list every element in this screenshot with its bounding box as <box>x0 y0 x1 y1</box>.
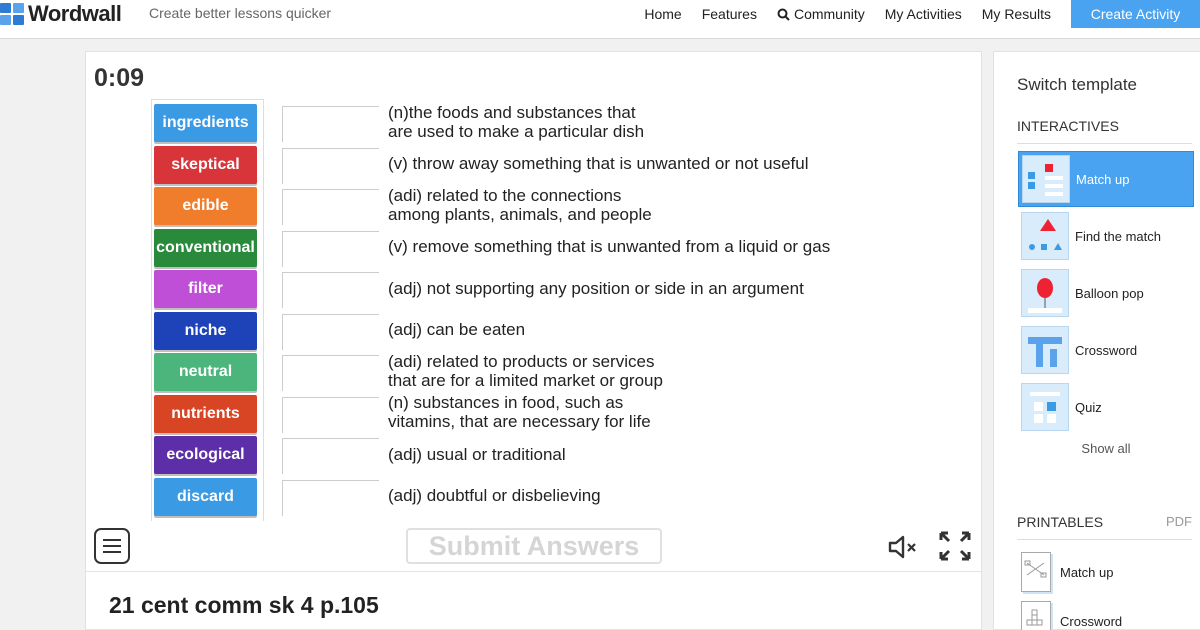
definition-line: (adj) doubtful or disbelieving <box>388 486 601 505</box>
answer-slot[interactable] <box>282 314 379 350</box>
definition <box>388 279 804 298</box>
definition-line: that are for a limited market or group <box>388 371 663 390</box>
pdf-label: PDF <box>1166 514 1192 529</box>
definition-line: (n) substances in food, such as <box>388 393 624 412</box>
template-match-up[interactable] <box>1018 151 1194 207</box>
answer-slot[interactable] <box>282 189 379 225</box>
template-find-the-match[interactable] <box>1018 208 1194 264</box>
definition <box>388 103 644 141</box>
answer-slot[interactable] <box>282 355 379 391</box>
switch-template-title: Switch template <box>1017 75 1137 94</box>
answer-slot[interactable] <box>282 148 379 184</box>
definition-line: among plants, animals, and people <box>388 205 652 224</box>
activity-title: 21 cent comm sk 4 p.105 <box>109 592 379 618</box>
answer-slot[interactable] <box>282 480 379 516</box>
printable-match-up[interactable] <box>1021 552 1113 592</box>
definition <box>388 445 566 464</box>
game-panel <box>85 51 982 572</box>
tagline: Create better lessons quicker <box>149 5 332 21</box>
nav-my-results[interactable]: My Results <box>981 6 1051 22</box>
word-tile[interactable]: neutral <box>154 353 257 391</box>
answer-slot[interactable] <box>282 397 379 433</box>
template-crossword[interactable] <box>1018 322 1194 378</box>
crossword-printable-icon <box>1021 601 1051 630</box>
top-nav-bar <box>0 0 1200 39</box>
menu-button[interactable] <box>94 528 130 564</box>
nav-home[interactable]: Home <box>644 6 682 22</box>
crossword-thumbnail-icon <box>1021 326 1069 374</box>
interactives-heading: INTERACTIVES <box>1017 118 1119 134</box>
match-up-thumbnail-icon <box>1022 155 1070 203</box>
template-label: Find the match <box>1075 228 1161 244</box>
word-tile[interactable]: ecological <box>154 436 257 474</box>
definition-line: (adi) related to products or services <box>388 352 655 371</box>
timer: 0:09 <box>94 64 145 92</box>
word-tile[interactable]: filter <box>154 270 257 308</box>
activity-title-panel <box>85 572 982 630</box>
definition-line: (adi) related to the connections <box>388 186 622 205</box>
sound-muted-icon[interactable] <box>888 534 920 560</box>
answer-slot[interactable] <box>282 231 379 267</box>
word-tile[interactable]: discard <box>154 478 257 516</box>
wordwall-logo[interactable] <box>0 0 121 28</box>
show-all-link[interactable]: Show all <box>1081 441 1131 456</box>
template-balloon-pop[interactable] <box>1018 265 1194 321</box>
template-label: Crossword <box>1075 342 1138 358</box>
logo-grid-icon <box>0 3 24 25</box>
word-tile[interactable]: skeptical <box>154 146 257 184</box>
word-tile[interactable]: nutrients <box>154 395 257 433</box>
definition-line: (adj) can be eaten <box>388 320 526 339</box>
word-tile[interactable]: ingredients <box>154 104 257 142</box>
template-label: Balloon pop <box>1075 285 1144 301</box>
nav-community[interactable] <box>777 6 865 22</box>
printable-label: Crossword <box>1060 613 1123 629</box>
printables-heading: PRINTABLES <box>1017 514 1104 530</box>
definition-line: are used to make a particular dish <box>388 122 645 141</box>
definition-line: (v) throw away something that is unwanted or not useful <box>388 154 809 173</box>
definition <box>388 186 652 224</box>
search-icon <box>777 8 790 21</box>
word-tile[interactable]: niche <box>154 312 257 350</box>
definition <box>388 154 809 173</box>
fullscreen-icon[interactable] <box>938 530 972 562</box>
nav-features[interactable]: Features <box>701 6 757 22</box>
printable-crossword[interactable] <box>1021 601 1122 630</box>
nav-community-label: Community <box>793 6 865 22</box>
definition-line: (n)the foods and substances that <box>388 103 636 122</box>
definition-line: (adj) usual or traditional <box>388 445 566 464</box>
divider <box>1017 143 1192 144</box>
divider <box>1017 539 1192 540</box>
template-label: Quiz <box>1075 399 1102 415</box>
printable-label: Match up <box>1060 564 1114 580</box>
template-label: Match up <box>1076 171 1130 187</box>
nav-my-activities[interactable]: My Activities <box>884 6 962 22</box>
definition <box>388 237 830 256</box>
create-activity-button[interactable]: Create Activity <box>1071 0 1200 28</box>
match-up-printable-icon <box>1021 552 1051 592</box>
find-the-match-thumbnail-icon <box>1021 212 1069 260</box>
template-sidebar <box>993 51 1200 630</box>
word-tile[interactable]: conventional <box>154 229 257 267</box>
definition-line: (v) remove something that is unwanted from a liquid or gas <box>388 237 831 256</box>
definition <box>388 486 601 505</box>
main-nav <box>644 0 1200 28</box>
definition-line: vitamins, that are necessary for life <box>388 412 651 431</box>
quiz-thumbnail-icon <box>1021 383 1069 431</box>
definition-line: (adj) not supporting any position or side in an argument <box>388 279 804 298</box>
word-tile[interactable]: edible <box>154 187 257 225</box>
definition <box>388 320 525 339</box>
balloon-pop-thumbnail-icon <box>1021 269 1069 317</box>
logo-text: Wordwall <box>28 1 122 26</box>
template-quiz[interactable] <box>1018 379 1194 435</box>
definition <box>388 393 651 431</box>
definition <box>388 352 663 390</box>
answer-slot[interactable] <box>282 106 379 142</box>
submit-answers-button[interactable]: Submit Answers <box>406 528 662 564</box>
answer-slot[interactable] <box>282 438 379 474</box>
answer-slot[interactable] <box>282 272 379 308</box>
